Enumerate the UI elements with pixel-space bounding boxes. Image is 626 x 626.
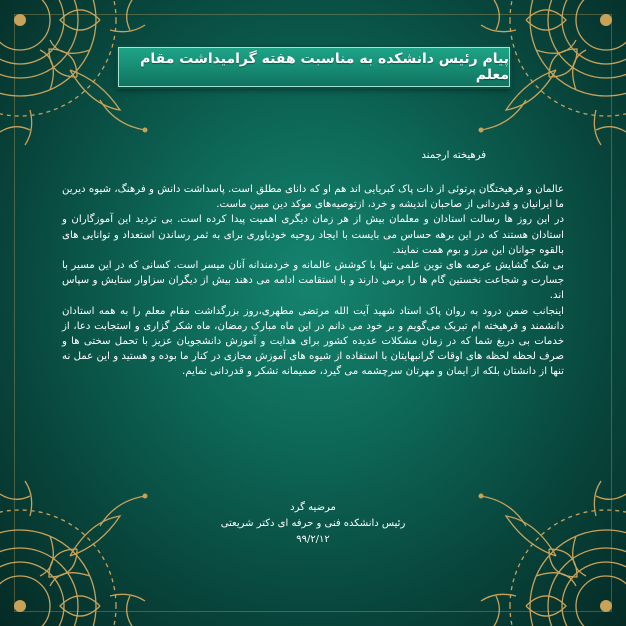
- mandala-ornament-icon: [0, 0, 190, 190]
- mandala-ornament-icon: [436, 0, 626, 190]
- corner-ornament-top-left: [0, 0, 190, 190]
- signature-date: ۹۹/۲/۱۲: [296, 534, 330, 545]
- paragraph: بی شک گشایش عرصه های نوین علمی تنها با کوشش عالمانه و خردمندانه آنان میسر است. کسانی که در این مسیر با جسارت و شجاعت نخستین گام ها را برمی دارند و با استقامت ادامه می دهند بیش از دیگران سزاوار ستایش و سپاس اند.: [62, 260, 564, 302]
- mandala-ornament-icon: [0, 436, 190, 626]
- page-title: پیام رئیس دانشکده به مناسبت هفته گرامیداشت مقام معلم: [140, 51, 509, 83]
- signature-block: [200, 500, 426, 548]
- mandala-ornament-icon: [436, 436, 626, 626]
- corner-ornament-bottom-right: [436, 436, 626, 626]
- salutation: فرهیخته ارجمند: [421, 150, 486, 161]
- corner-ornament-bottom-left: [0, 436, 190, 626]
- corner-ornament-top-right: [436, 0, 626, 190]
- signatory-name: مرضیه گرد: [290, 502, 336, 513]
- title-banner: [118, 47, 510, 87]
- signatory-position: رئیس دانشکده فنی و حرفه ای دکتر شریعتی: [220, 518, 406, 529]
- message-body: [62, 182, 564, 380]
- paragraph: عالمان و فرهیختگان پرتوئی از ذات پاک کبریایی اند هم او که دانای مطلق است. پاسداشت دانش و فرهنگ، شیوه دیرین ما ایرانیان و قدردانی از صاحبان اندیشه و خرد، ازتوصیه‌های موکد دین مبین ماست.: [62, 184, 564, 211]
- paragraph: در این روز ها رسالت استادان و معلمان بیش از هر زمان دیگری اهمیت پیدا کرده است. بی تردید این آموزگاران و استادان هستند که در این برهه حساس می بایست با ایجاد روحیه خودباوری برای به ثمر رساندن استعداد و توانایی های بالقوه جوانان این مرز و بوم همت نمایند.: [62, 214, 564, 256]
- paragraph: اینجانب ضمن درود به روان پاک استاد شهید آیت الله مرتضی مطهری،روز بزرگداشت مقام معلم را به همه استادان دانشمند و فرهیخته ام تبریک می‌گویم و بر خود می دانم در این ماه مبارک رمضان، ماه شکر گزاری و استجابت دعا، از خدمات بی دریغ شما که در زمان مشکلات عدیده کشور برای هدایت و آموزش دانشجویان عزیز با تحمل سختی ها و صرف لحظه لحظه های اوقات گرانبهایتان با استفاده از شیوه های آموزش مجازی در کنار ما بوده و هستید و این عمل نه تنها از دانشتان بلکه از ایمان و مهرتان سرچشمه می گیرد، صمیمانه تشکر و قدردانی نمایم.: [62, 305, 564, 378]
